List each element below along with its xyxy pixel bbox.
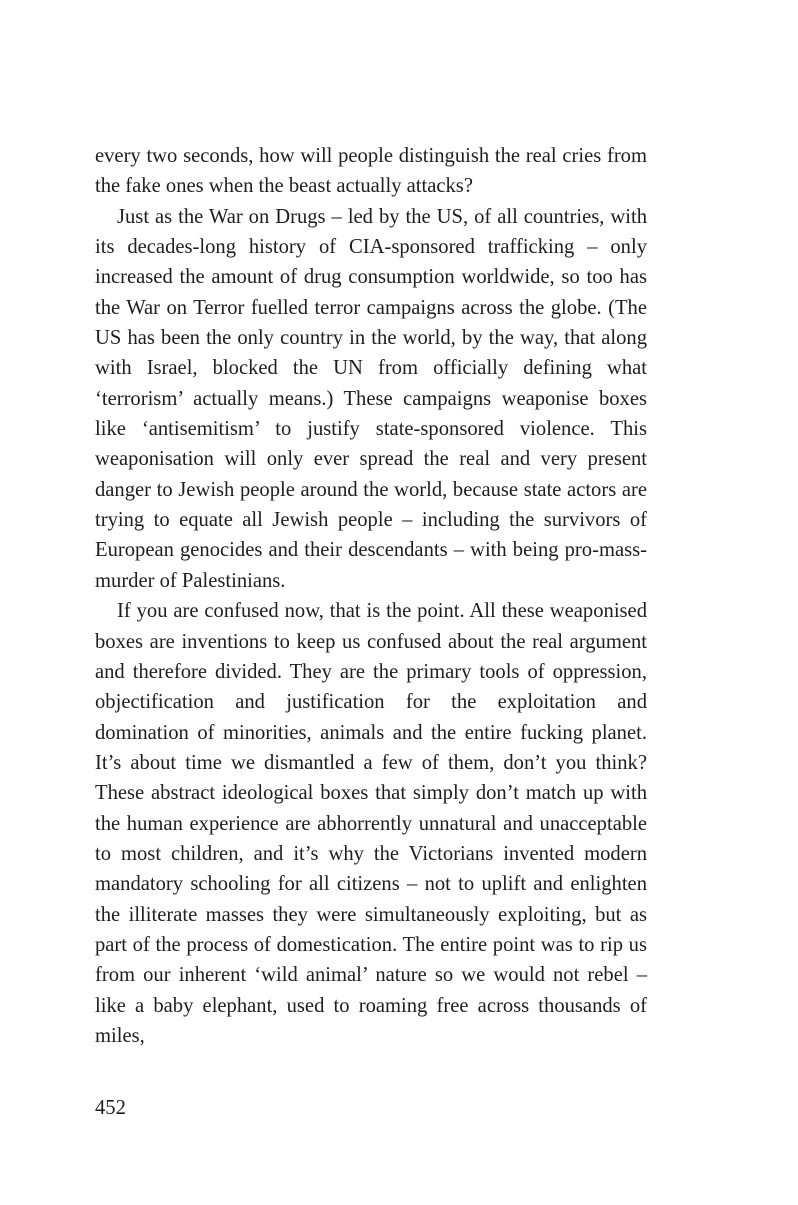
paragraph-war-on-drugs: Just as the War on Drugs – led by the US, of all countries, with its decades-long history of CIA-sponsored trafficking – only increased the amount of drug consumption worldwide, so too has the War on Terror fuelled terror campaigns across the globe. (The US has been the only country in the world, by the way, that along with Israel, blocked the UN from officially defining what ‘terrorism’ actually means.) These campaigns weaponise boxes like ‘antisemitism’ to justify state-sponsored violence. This weaponisation will only ever spread the real and very present danger to Jewish people around the world, because state actors are trying to equate all Jewish people – including the survivors of European genocides and their descendants – with being pro-mass-murder of Palestinians. (95, 205, 647, 592)
paragraph-continuation: every two seconds, how will people distinguish the real cries from the fake ones when the beast actually attacks? (95, 145, 647, 198)
body-text (95, 141, 647, 1051)
paragraph-weaponised-boxes: If you are confused now, that is the point. All these weaponised boxes are inventions to keep us confused about the real argument and therefore divided. They are the primary tools of oppression, objectification and justification for the exploitation and domination of minorities, animals and the entire fucking planet. It’s about time we dismantled a few of them, don’t you think? These abstract ideological boxes that simply don’t match up with the human experience are abhorrently unnatural and unacceptable to most children, and it’s why the Victorians invented modern mandatory schooling for all citizens – not to uplift and enlighten the illiterate masses they were simultaneously exploiting, but as part of the process of domestication. The entire point was to rip us from our inherent ‘wild animal’ nature so we would not rebel – like a baby elephant, used to roaming free across thousands of miles, (95, 600, 647, 1047)
page-number: 452 (95, 1097, 126, 1119)
